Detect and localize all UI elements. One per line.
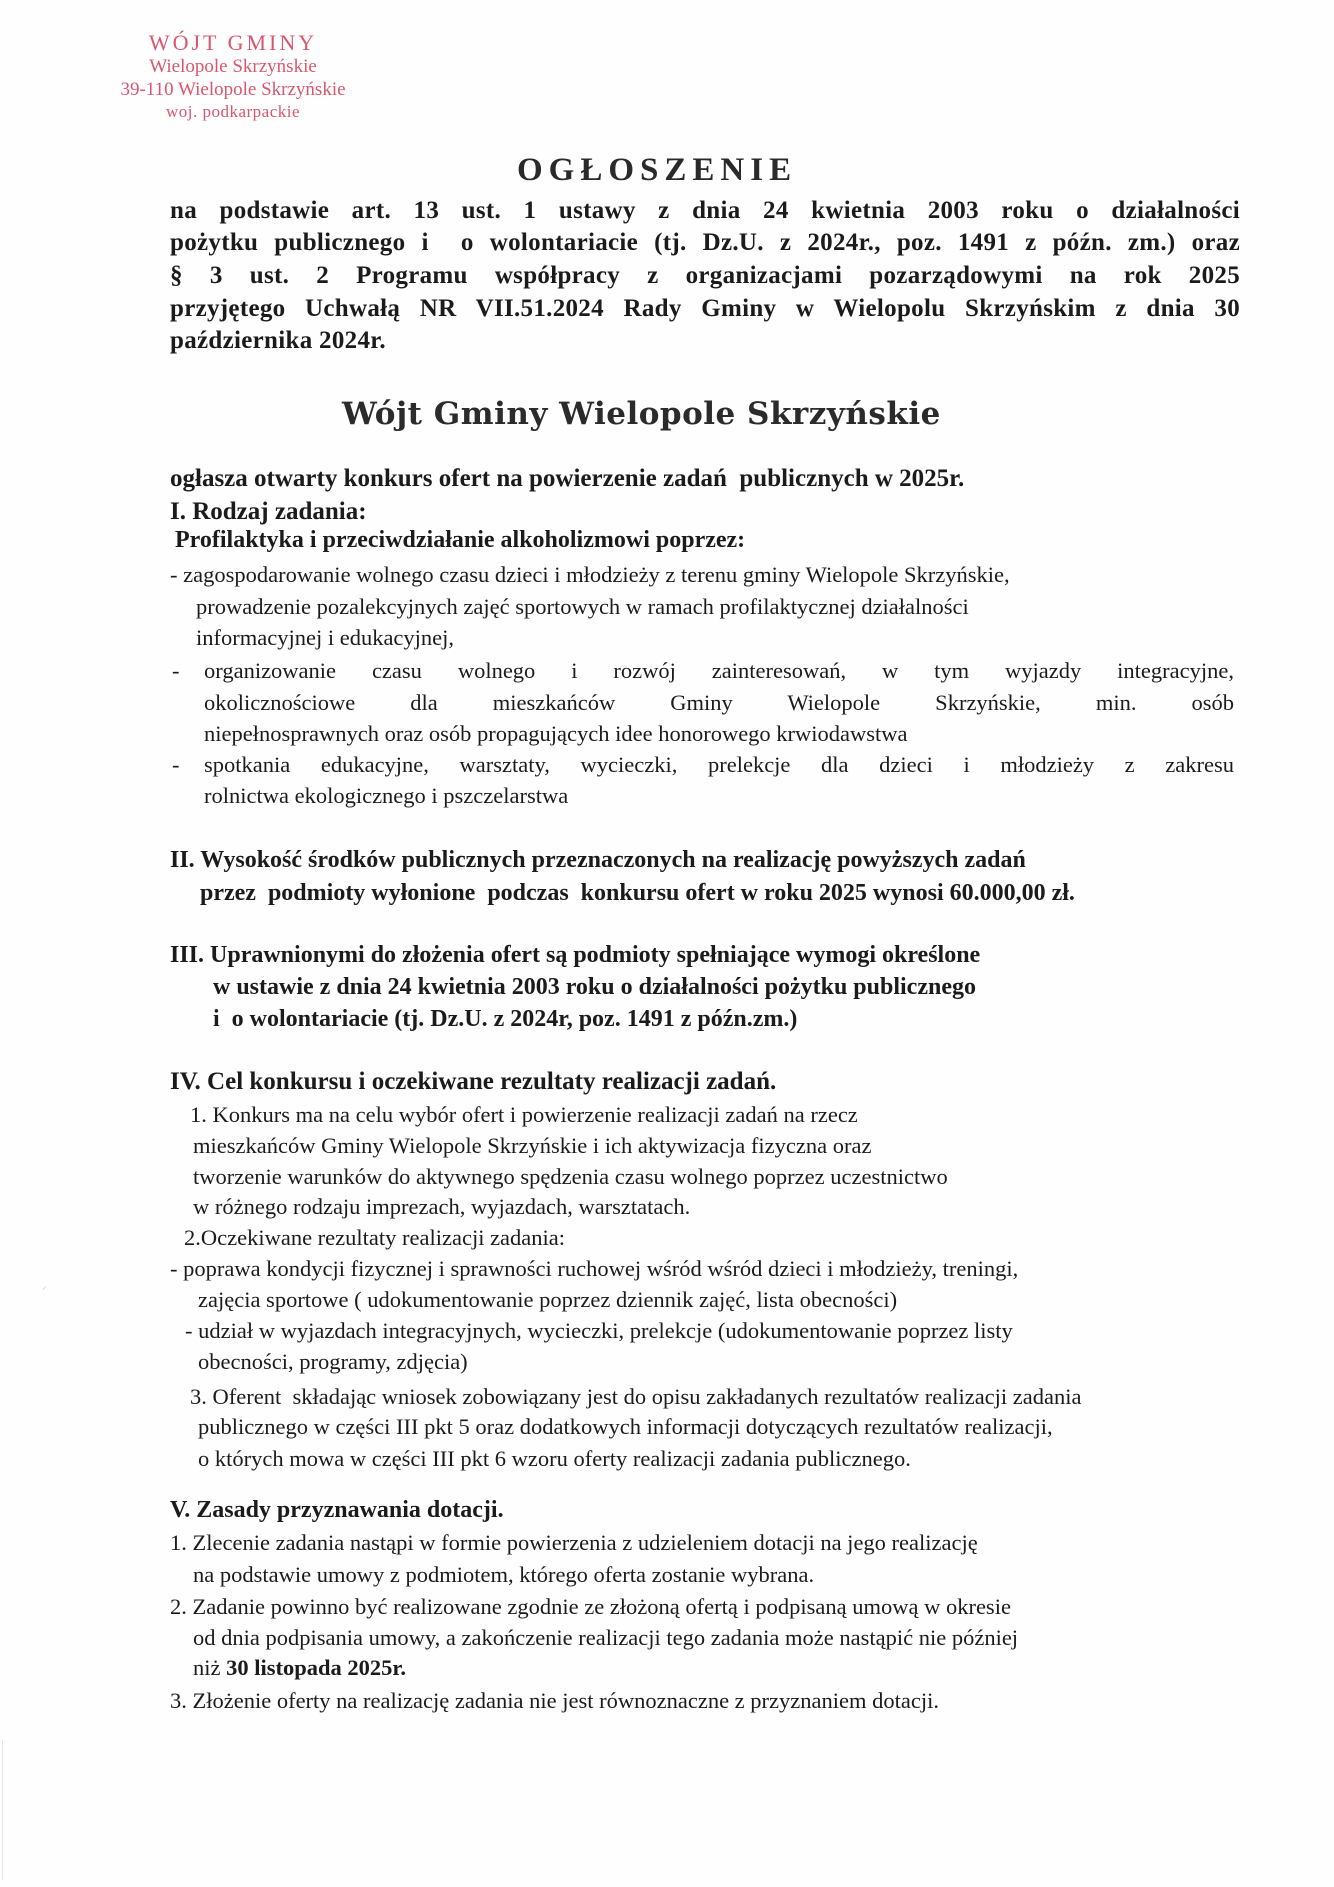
section-4-line: o których mowa w części III pkt 6 wzoru oferty realizacji zadania publicznego.: [198, 1446, 911, 1471]
section-5-line: od dnia podpisania umowy, a zakończenie realizacji tego zadania może nastąpić nie później: [193, 1625, 1019, 1650]
section-4-line: 3. Oferent składając wniosek zobowiązany jest do opisu zakładanych rezultatów realizacji zadania: [190, 1384, 1082, 1409]
section-1-bullet: -: [172, 752, 180, 777]
section-1-bullet: -: [172, 658, 180, 683]
section-4-line: publicznego w części III pkt 5 oraz dodatkowych informacji dotyczących rezultatów realizacji,: [198, 1414, 1053, 1439]
section-1-line: prowadzenie pozalekcyjnych zajęć sportowych w ramach profilaktycznej działalności: [196, 594, 969, 619]
section-5-deadline: 30 listopada 2025r.: [226, 1655, 406, 1680]
section-3-heading: III. Uprawnionymi do złożenia ofert są podmioty spełniające wymogi określone: [170, 942, 981, 968]
section-1-subheading: Profilaktyka i przeciwdziałanie alkoholizmowi poprzez:: [175, 527, 746, 553]
intro-line: pożytku publicznego i o wolontariacie (tj. Dz.U. z 2024r., poz. 1491 z późn. zm.) oraz: [170, 229, 1240, 256]
announcement-line: ogłasza otwarty konkurs ofert na powierzenie zadań publicznych w 2025r.: [170, 465, 965, 492]
section-4-line: 2.Oczekiwane rezultaty realizacji zadania:: [184, 1225, 566, 1250]
section-1-line: organizowanie czasu wolnego i rozwój zainteresowań, w tym wyjazdy integracyjne,: [204, 658, 1234, 683]
section-2-amount-line: przez podmioty wyłonione podczas konkursu ofert w roku 2025 wynosi 60.000,00 zł.: [200, 880, 1075, 906]
section-1-heading: I. Rodzaj zadania:: [170, 498, 367, 525]
section-5-line: na podstawie umowy z podmiotem, którego oferta zostanie wybrana.: [193, 1562, 815, 1587]
section-4-line: - udział w wyjazdach integracyjnych, wycieczki, prelekcje (udokumentowanie poprzez listy: [185, 1318, 1013, 1343]
section-1-line: niepełnosprawnych oraz osób propagujących idee honorowego krwiodawstwa: [204, 721, 908, 746]
section-1-line: informacyjnej i edukacyjnej,: [196, 625, 455, 650]
section-1-line: spotkania edukacyjne, warsztaty, wycieczki, prelekcje dla dzieci i młodzieży z zakresu: [204, 752, 1234, 777]
section-5-deadline-line: [193, 1655, 406, 1681]
official-stamp: [88, 30, 378, 122]
section-5-deadline-prefix: niż: [193, 1655, 227, 1680]
scan-artifact: ⸝: [42, 1281, 47, 1292]
section-4-line: tworzenie warunków do aktywnego spędzenia czasu wolnego poprzez uczestnictwo: [193, 1164, 948, 1189]
section-5-line: 1. Zlecenie zadania nastąpi w formie powierzenia z udzieleniem dotacji na jego realizację: [170, 1530, 978, 1555]
section-4-line: 1. Konkurs ma na celu wybór ofert i powierzenie realizacji zadań na rzecz: [190, 1102, 858, 1127]
intro-line: § 3 ust. 2 Programu współpracy z organizacjami pozarządowymi na rok 2025: [170, 262, 1240, 289]
section-4-line: mieszkańców Gminy Wielopole Skrzyńskie i ich aktywizacja fizyczna oraz: [193, 1133, 872, 1158]
section-4-line: w różnego rodzaju imprezach, wyjazdach, warsztatach.: [193, 1194, 691, 1219]
section-5-line: 2. Zadanie powinno być realizowane zgodnie ze złożoną ofertą i podpisaną umową w okresie: [170, 1594, 1011, 1619]
section-4-line: - poprawa kondycji fizycznej i sprawności ruchowej wśród wśród dzieci i młodzieży, treningi,: [170, 1256, 1019, 1281]
section-1-line: okolicznościowe dla mieszkańców Gminy Wielopole Skrzyńskie, min. osób: [204, 690, 1234, 715]
stamp-line-municipality: Wielopole Skrzyńskie: [149, 56, 317, 78]
section-4-heading: IV. Cel konkursu i oczekiwane rezultaty realizacji zadań.: [170, 1068, 777, 1095]
document-title: OGŁOSZENIE: [517, 152, 798, 188]
section-1-line: - zagospodarowanie wolnego czasu dzieci i młodzieży z terenu gminy Wielopole Skrzyńskie,: [170, 562, 1010, 587]
issuer-heading: Wójt Gminy Wielopole Skrzyńskie: [342, 396, 941, 432]
intro-line: przyjętego Uchwałą NR VII.51.2024 Rady Gminy w Wielopolu Skrzyńskim z dnia 30: [170, 295, 1240, 322]
section-5-line: 3. Złożenie oferty na realizację zadania nie jest równoznaczne z przyznaniem dotacji.: [170, 1688, 939, 1713]
section-5-heading: V. Zasady przyznawania dotacji.: [170, 1497, 504, 1523]
section-1-line: rolnictwa ekologicznego i pszczelarstwa: [204, 783, 569, 808]
section-3-line: w ustawie z dnia 24 kwietnia 2003 roku o działalności pożytku publicznego: [213, 974, 976, 1000]
intro-line: października 2024r.: [170, 327, 386, 354]
section-2-heading: II. Wysokość środków publicznych przeznaczonych na realizację powyższych zadań: [170, 847, 1026, 873]
stamp-line-voivodeship: woj. podkarpackie: [165, 101, 301, 121]
scan-edge-line: [2, 1740, 3, 1880]
stamp-line-title: WÓJT GMINY: [148, 30, 318, 55]
intro-line: na podstawie art. 13 ust. 1 ustawy z dnia 24 kwietnia 2003 roku o działalności: [170, 197, 1240, 224]
stamp-line-address: 39-110 Wielopole Skrzyńskie: [120, 79, 346, 101]
section-3-line: i o wolontariacie (tj. Dz.U. z 2024r, poz. 1491 z późn.zm.): [213, 1006, 798, 1032]
section-4-line: obecności, programy, zdjęcia): [198, 1349, 468, 1374]
section-4-line: zajęcia sportowe ( udokumentowanie poprzez dziennik zajęć, lista obecności): [198, 1287, 898, 1312]
